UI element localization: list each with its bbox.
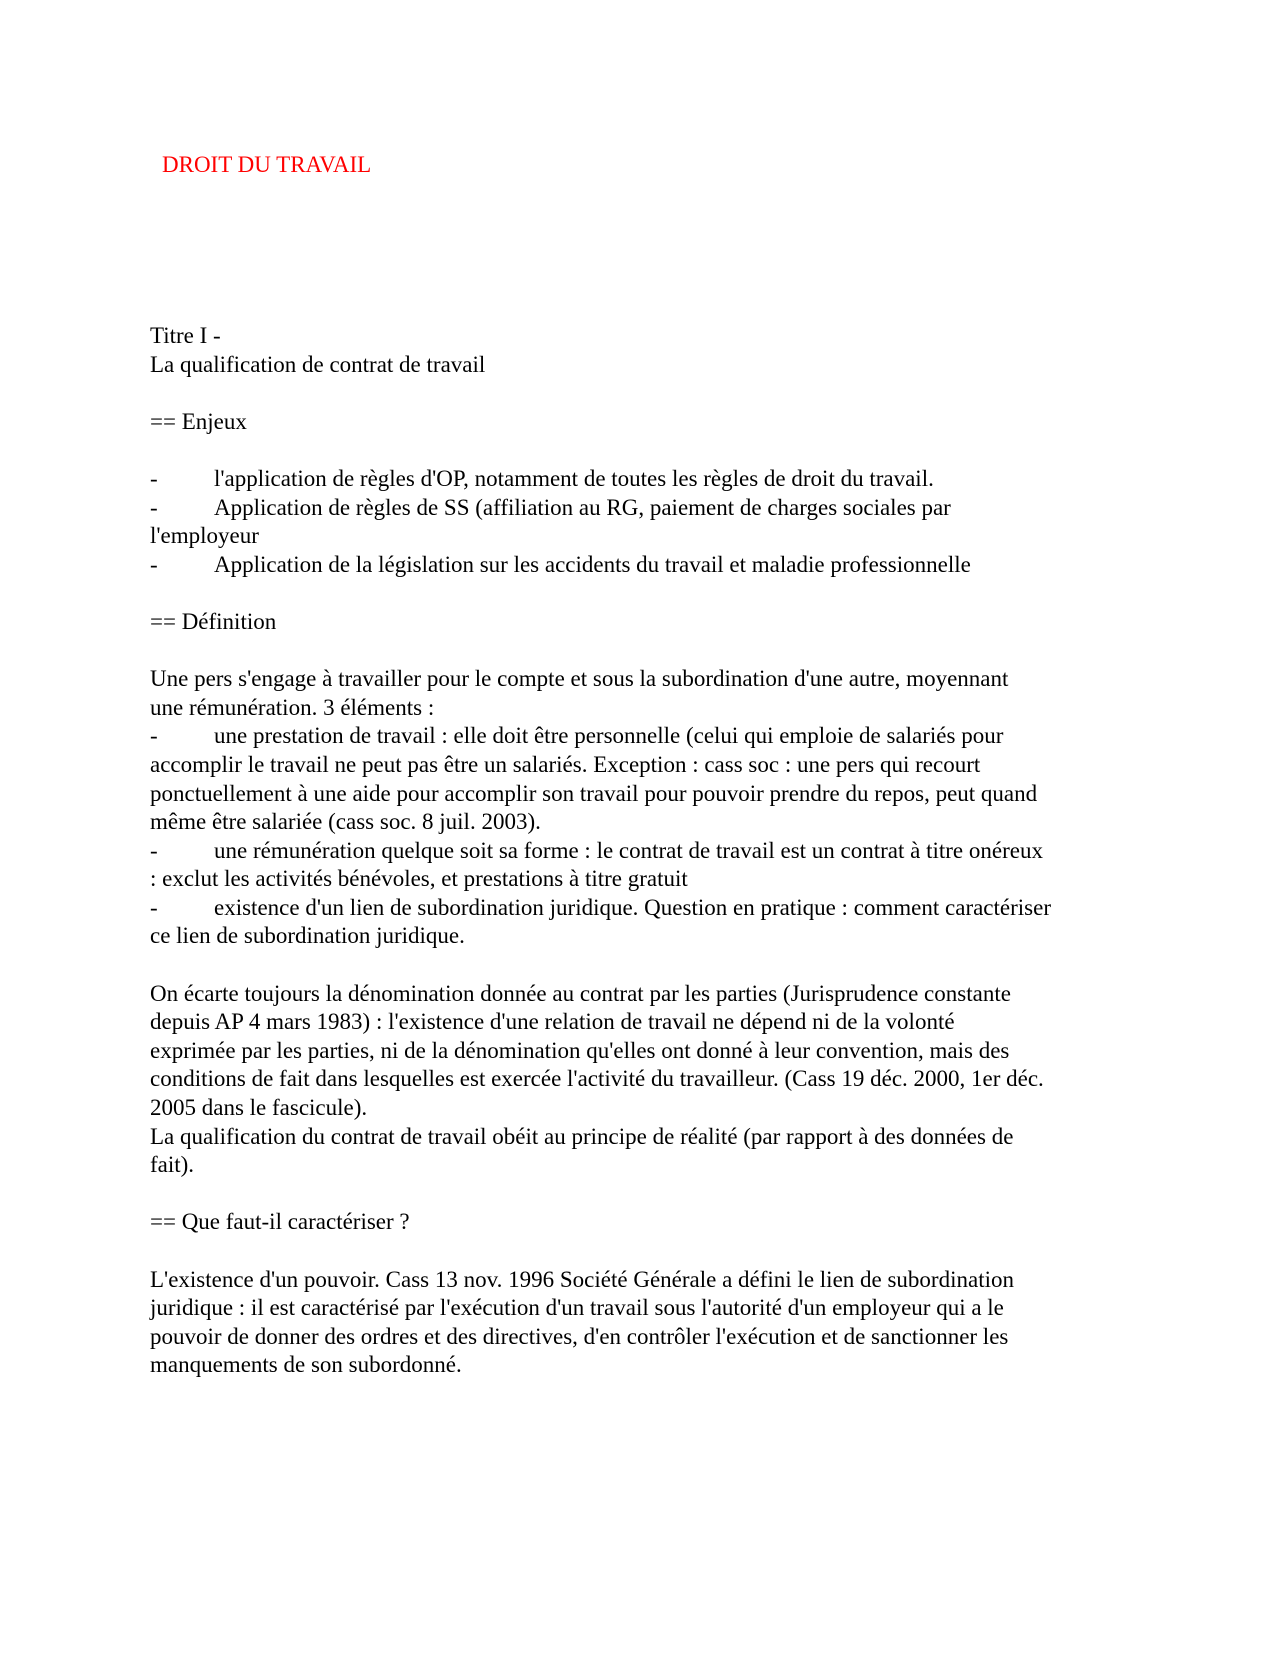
title-heading-line2: La qualification de contrat de travail [150,351,486,377]
paragraph-line: pouvoir de donner des ordres et des directives, d'en contrôler l'exécution et de sanctionner les [150,1323,1009,1349]
list-item [150,465,1135,494]
paragraph-line: On écarte toujours la dénomination donnée au contrat par les parties (Jurisprudence constante [150,980,1011,1006]
section-heading-enjeux: == Enjeux [150,408,247,434]
spacer [150,379,1135,408]
section-heading-caracteriser: == Que faut-il caractériser ? [150,1209,410,1235]
spacer [150,1180,1135,1209]
spacer [150,637,1135,666]
spacer [150,1237,1135,1266]
bullet-dash: - [150,723,158,749]
spacer [150,951,1135,980]
document-body [150,322,1135,1380]
list-item [150,722,1135,751]
list-item [150,551,1135,580]
spacer [150,436,1135,465]
document-title: DROIT DU TRAVAIL [162,152,372,177]
list-item [150,837,1135,866]
bullet-dash: - [150,465,158,491]
paragraph-line: L'existence d'un pouvoir. Cass 13 nov. 1996 Société Générale a défini le lien de subordination [150,1266,1014,1292]
paragraph-line: conditions de fait dans lesquelles est exercée l'activité du travailleur. (Cass 19 déc. 2000, 1er déc. [150,1066,1044,1092]
paragraph-line: exprimée par les parties, ni de la dénomination qu'elles ont donné à leur convention, mais des [150,1037,1010,1063]
paragraph-line: fait). [150,1152,195,1178]
list-item-text: Application de règles de SS (affiliation au RG, paiement de charges sociales par [214,494,951,520]
bullet-dash: - [150,494,158,520]
list-item-continuation: ce lien de subordination juridique. [150,923,465,949]
list-item-text: Application de la législation sur les accidents du travail et maladie professionnelle [214,551,971,577]
list-item-text: une rémunération quelque soit sa forme : le contrat de travail est un contrat à titre onéreux [214,837,1043,863]
paragraph-line: La qualification du contrat de travail obéit au principe de réalité (par rapport à des données de [150,1123,1014,1149]
paragraph-line: depuis AP 4 mars 1983) : l'existence d'une relation de travail ne dépend ni de la volonté [150,1009,955,1035]
paragraph-line: 2005 dans le fascicule). [150,1095,368,1121]
list-item-continuation: : exclut les activités bénévoles, et prestations à titre gratuit [150,866,688,892]
definition-intro-line1: Une pers s'engage à travailler pour le compte et sous la subordination d'une autre, moyennant [150,666,1009,692]
bullet-dash: - [150,837,158,863]
definition-intro-line2: une rémunération. 3 éléments : [150,694,435,720]
bullet-dash: - [150,894,158,920]
list-item [150,894,1135,923]
paragraph-line: juridique : il est caractérisé par l'exécution d'un travail sous l'autorité d'un employeur qui a le [150,1295,1004,1321]
list-item-text: l'application de règles d'OP, notamment de toutes les règles de droit du travail. [214,465,934,491]
list-item-continuation: même être salariée (cass soc. 8 juil. 2003). [150,809,541,835]
bullet-dash: - [150,551,158,577]
paragraph-line: manquements de son subordonné. [150,1352,462,1378]
list-item-continuation: l'employeur [150,523,259,549]
title-heading-line1: Titre I - [150,323,221,348]
list-item-continuation: accomplir le travail ne peut pas être un salariés. Exception : cass soc : une pers qui recourt [150,751,981,777]
list-item-continuation: ponctuellement à une aide pour accomplir son travail pour pouvoir prendre du repos, peut quand [150,780,1038,806]
list-item [150,494,1135,523]
list-item-text: existence d'un lien de subordination juridique. Question en pratique : comment caractériser [214,894,1051,920]
spacer [150,579,1135,608]
list-item-text: une prestation de travail : elle doit être personnelle (celui qui emploie de salariés pour [214,723,1004,749]
section-heading-definition: == Définition [150,608,277,634]
